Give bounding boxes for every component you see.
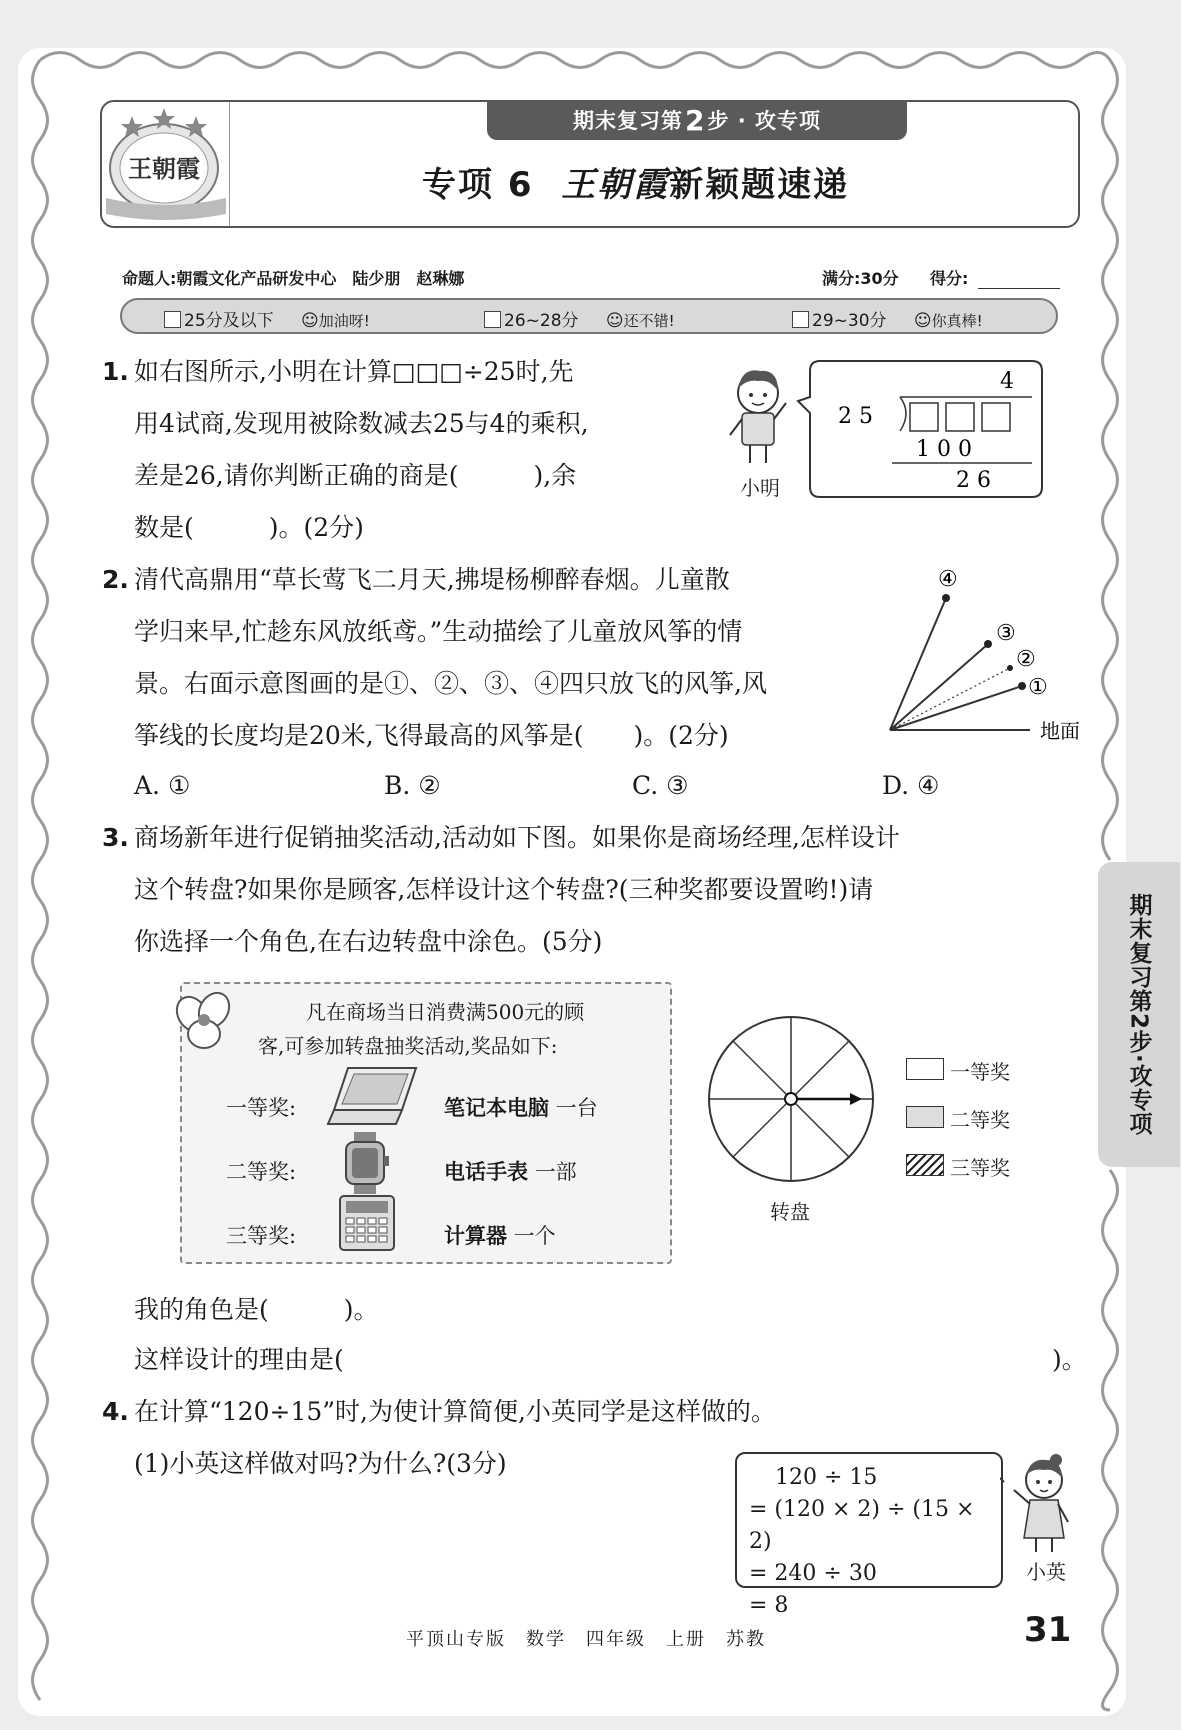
question-1-text: 如右图所示,小明在计算□□□÷25时,先 用4试商,发现用被除数减去25与4的乘积, 差是26,请你判断正确的商是( ),余 数是( )。(2分) [134,357,589,542]
role-answer-line[interactable]: 我的角色是( )。 [134,1295,379,1324]
reason-answer-prefix[interactable]: 这样设计的理由是( [134,1345,344,1374]
prize-2: 电话手表 一部 [444,1160,577,1184]
question-2: 2. [102,565,129,594]
legend-swatch-third [906,1154,944,1176]
brand-logo [102,102,230,226]
question-2-text: 清代高鼎用“草长莺飞二月天,拂堤杨柳醉春烟。儿童散 学归来早,忙趁东风放纸鸢。”生动描绘了儿童放风筝的情 景。右面示意图画的是①、②、③、④四只放飞的风筝,风 筝线的长度均是20米,飞得最高的风筝是( )。(2分) [134,565,767,750]
rating-checkbox[interactable] [792,311,809,328]
question-3-text: 商场新年进行促销抽奖活动,活动如下图。如果你是商场经理,怎样设计 这个转盘?如果你是顾客,怎样设计这个转盘?(三种奖都要设置哟!)请 你选择一个角色,在右边转盘中涂色。(5分) [134,823,900,956]
authors-line: 命题人:朝霞文化产品研发中心 陆少朋 赵琳娜 [122,269,465,288]
prize-level-3: 三等奖: [226,1224,297,1248]
header-step-tab: 期末复习第 2 步 · 攻专项 [487,100,907,140]
legend-swatch-first [906,1058,944,1080]
score-blank[interactable] [978,288,1060,289]
rating-high: 29~30分 ☺你真棒! [792,306,983,331]
side-step-tab: 期末复习第2步·攻专项 [1098,862,1180,1167]
calculator-icon [338,1194,396,1252]
legend-second-prize: 二等奖 [950,1108,1010,1132]
smartwatch-icon [342,1132,390,1194]
rating-checkbox[interactable] [484,311,501,328]
prize-wheel[interactable] [706,1014,876,1184]
rating-low: 25分及以下 ☺加油呀! [164,306,370,331]
promo-line-2: 客,可参加转盘抽奖活动,奖品如下: [258,1034,558,1058]
kite-label-1: ① [1028,675,1048,700]
option-d[interactable]: D. ④ [882,771,940,800]
kite-label-3: ③ [996,621,1016,646]
score-rating-bar [120,298,1058,334]
option-c[interactable]: C. ③ [632,771,689,800]
option-b[interactable]: B. ② [384,771,441,800]
rating-mid: 26~28分 ☺还不错! [484,306,675,331]
question-3: 3. [102,823,129,852]
kite-label-2: ② [1016,647,1036,672]
xiaoming-figure [730,370,786,463]
laptop-icon [326,1064,418,1130]
legend-swatch-second [906,1106,944,1128]
question-4-text: 在计算“120÷15”时,为使计算简便,小英同学是这样做的。 [134,1397,776,1426]
promo-line-1: 凡在商场当日消费满500元的顾 [306,1000,585,1024]
prize-3: 计算器 一个 [444,1224,556,1248]
prize-level-1: 一等奖: [226,1096,297,1120]
remainder-digits: 2 6 [956,468,991,493]
question-4: 4. [102,1397,129,1426]
kite-diagram [880,560,1100,750]
xiaoying-calculation: 120 ÷ 15 = (120 × 2) ÷ (15 × 2) = 240 ÷ 30 = 8 [735,1452,1003,1588]
product-digits: 1 0 0 [916,437,972,462]
prize-1: 笔记本电脑 一台 [444,1096,598,1120]
question-1: 1. [102,357,129,386]
svg-text:王朝霞: 王朝霞 [128,154,200,183]
reason-answer-suffix: )。 [1052,1345,1087,1374]
promotion-box [180,982,672,1264]
xiaoying-label: 小英 [1026,1560,1066,1584]
wheel-label: 转盘 [770,1200,810,1224]
flower-icon [170,988,240,1058]
question-4-sub1: (1)小英这样做对吗?为什么?(3分) [134,1449,507,1478]
page-number: 31 [1024,1610,1072,1650]
page-title: 专项 6 王朝霞新颖题速递 [422,165,850,205]
prize-level-2: 二等奖: [226,1160,297,1184]
legend-third-prize: 三等奖 [950,1156,1010,1180]
division-figure [720,355,1050,510]
header-box [100,100,1080,228]
legend-first-prize: 一等奖 [950,1060,1010,1084]
kite-label-4: ④ [938,567,958,592]
divisor: 2 5 [838,404,873,429]
rating-checkbox[interactable] [164,311,181,328]
score-label: 得分: [930,269,969,288]
full-score: 满分:30分 [822,269,899,288]
ground-label: 地面 [1040,719,1080,743]
xiaoming-label: 小明 [740,476,780,500]
footer-edition: 平顶山专版 数学 四年级 上册 苏教 [406,1629,766,1650]
quotient-digit: 4 [1000,369,1014,394]
option-a[interactable]: A. ① [134,771,191,800]
